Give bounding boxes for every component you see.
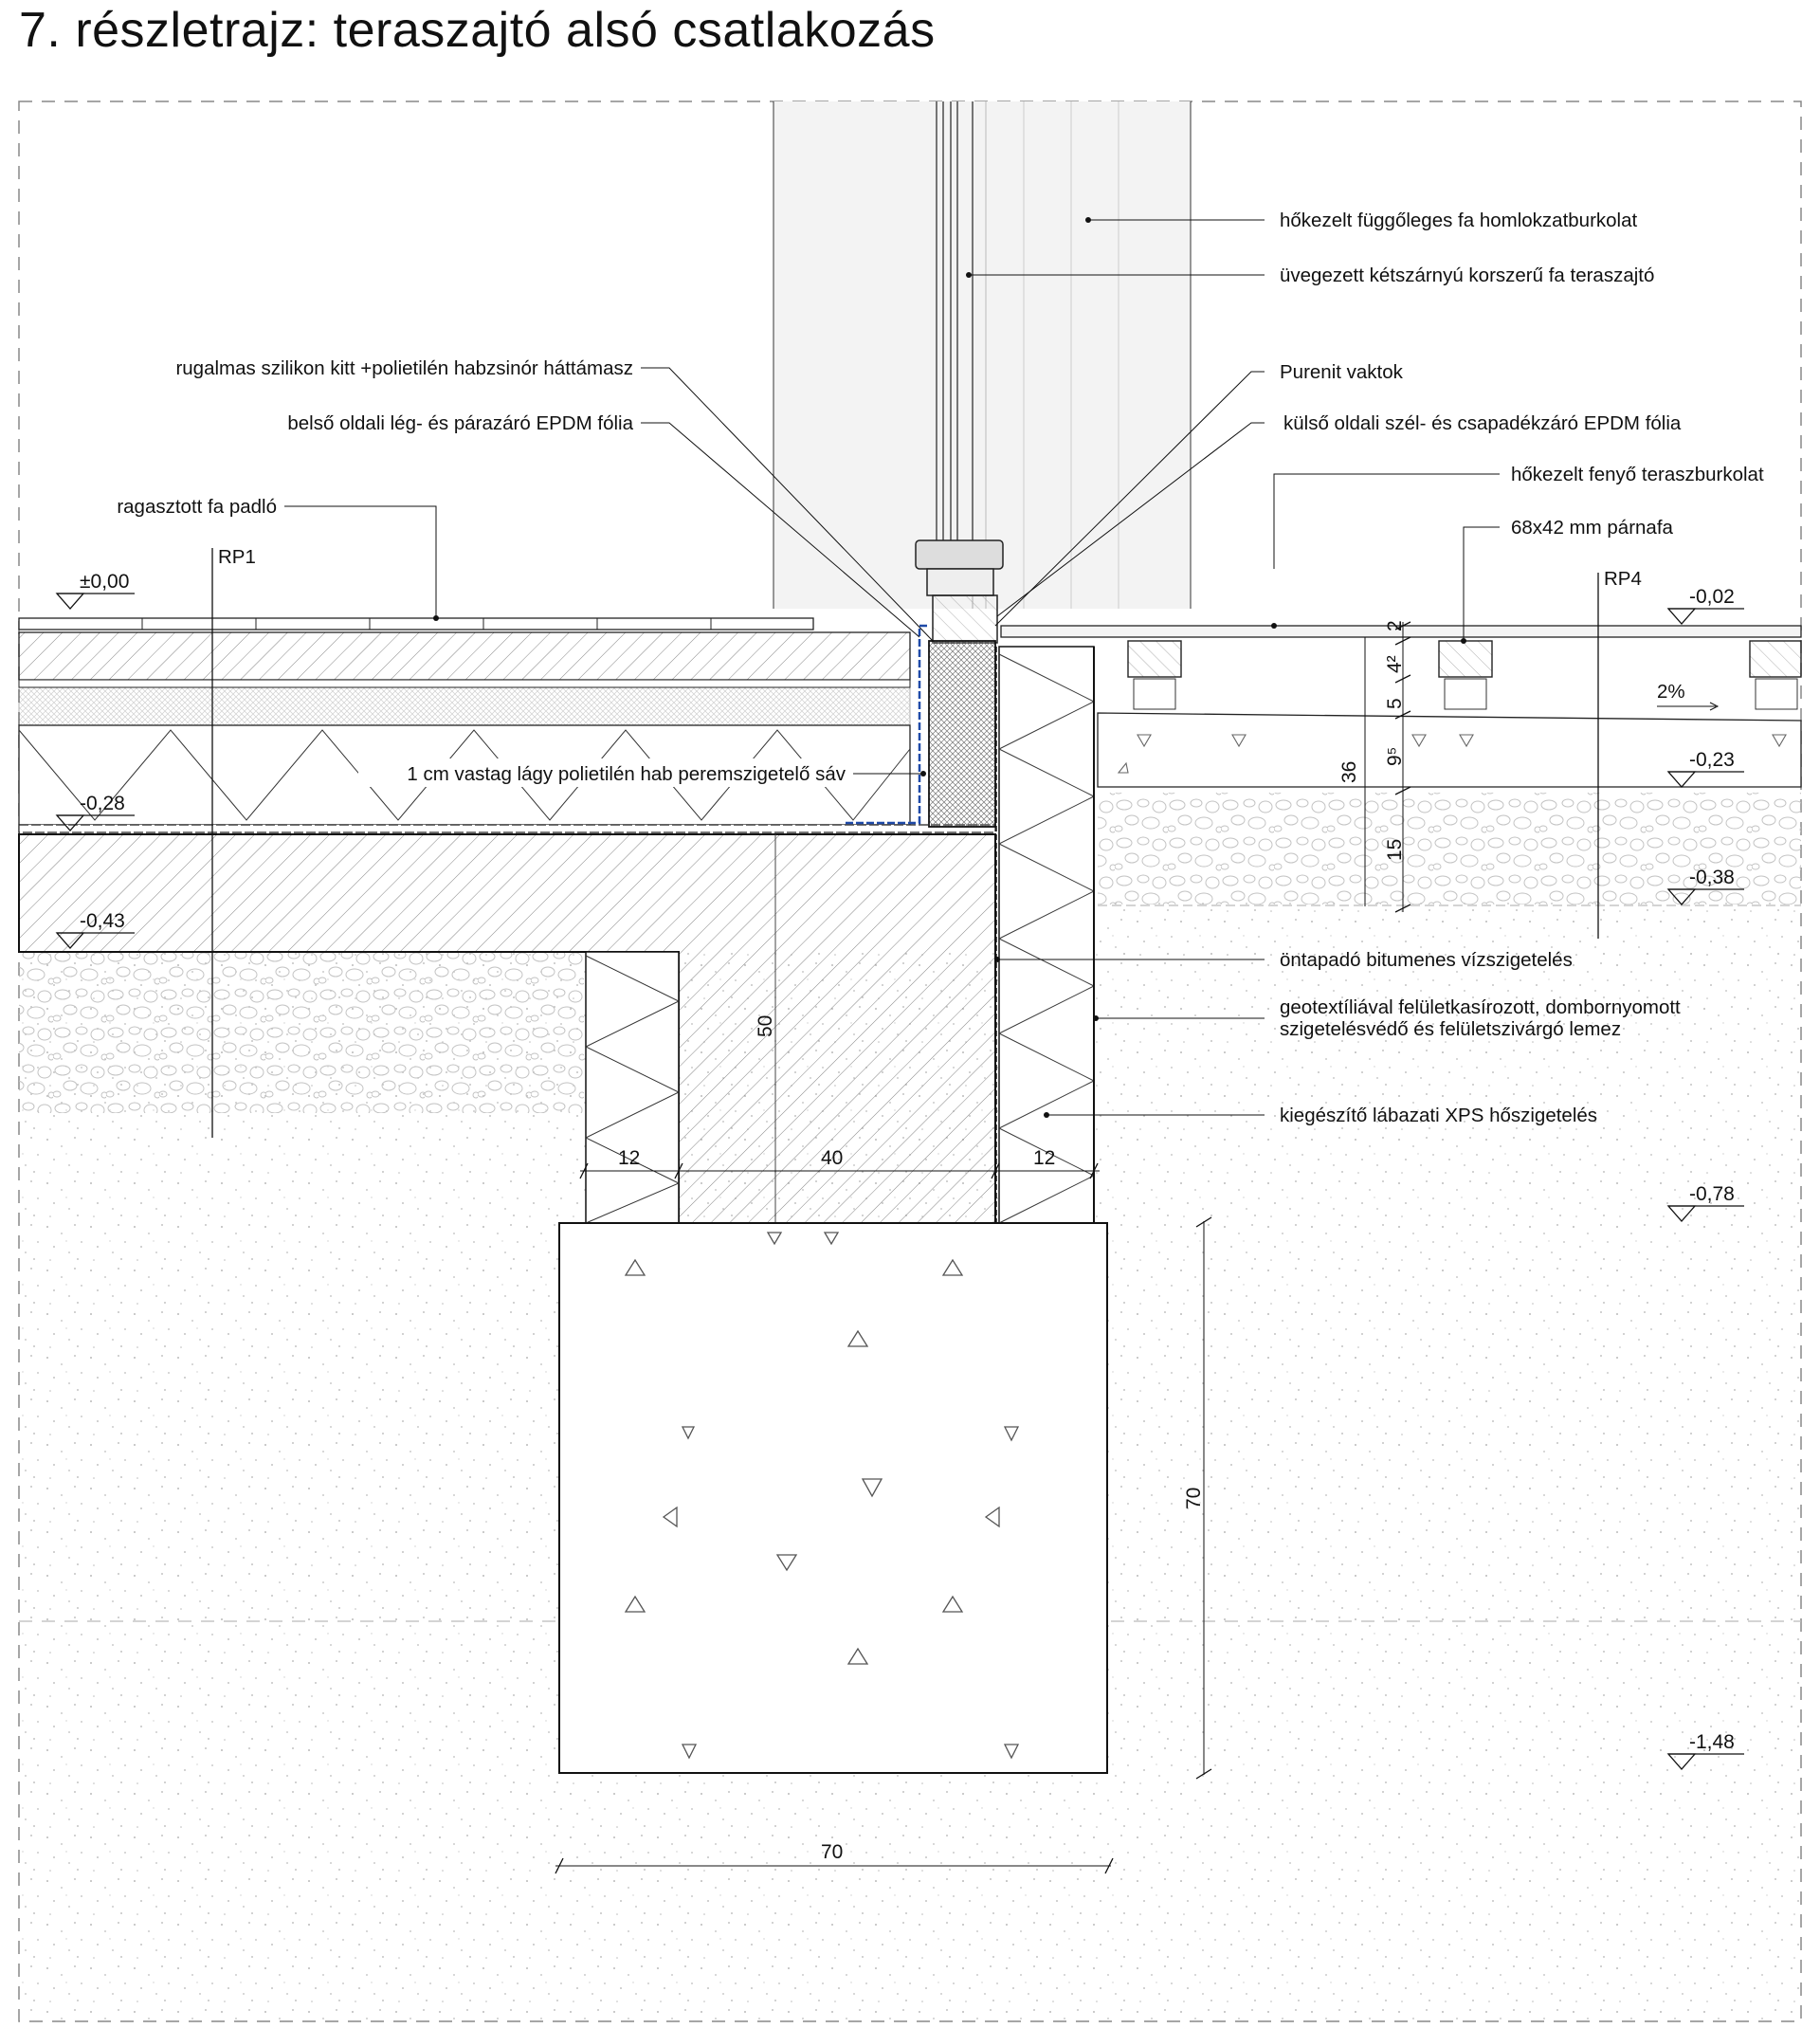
screed: [19, 632, 910, 680]
dim-40: 40: [821, 1147, 844, 1169]
label-purenit: Purenit vaktok: [1280, 361, 1403, 383]
level-038: -0,38: [1689, 867, 1735, 888]
label-geotextile-1: geotextíliával felületkasírozott, dombornyomott: [1280, 996, 1681, 1018]
dim-2: 2: [1384, 620, 1406, 631]
strip-foundation: [559, 1223, 1107, 1773]
dim-70-width: 70: [821, 1841, 844, 1863]
level-148: -1,48: [1689, 1731, 1735, 1753]
dim-4: 4²: [1384, 655, 1406, 673]
level-028: -0,28: [80, 793, 125, 814]
label-terrace-cladding: hőkezelt fenyő teraszburkolat: [1511, 464, 1764, 485]
slope-label: 2%: [1657, 681, 1685, 703]
drawing-title: 7. részletrajz: teraszajtó alsó csatlakozás: [19, 3, 936, 58]
level-078: -0,78: [1689, 1183, 1735, 1205]
separation-foil: [19, 680, 910, 687]
dim-5: 5: [1384, 698, 1406, 709]
label-door: üvegezett kétszárnyú korszerű fa teraszajtó: [1280, 265, 1655, 286]
level-000: ±0,00: [80, 571, 130, 593]
label-facade: hőkezelt függőleges fa homlokzatburkolat: [1280, 210, 1638, 231]
label-xps: kiegészítő lábazati XPS hőszigetelés: [1280, 1105, 1598, 1126]
level-002: -0,02: [1689, 586, 1735, 608]
label-floor: ragasztott fa padló: [117, 496, 277, 518]
dim-9: 9⁵: [1384, 746, 1406, 766]
step-sound-insulation: [19, 687, 910, 725]
gravel-left: [19, 952, 584, 1113]
dim-70-height: 70: [1183, 1487, 1205, 1509]
level-043: -0,43: [80, 910, 125, 932]
label-silicone: rugalmas szilikon kitt +polietilén habzsinór háttámasz: [175, 357, 633, 379]
label-epdm-outer: külső oldali szél- és csapadékzáró EPDM fólia: [1283, 412, 1682, 434]
xps-inner: [586, 952, 679, 1223]
dim-50: 50: [755, 1014, 776, 1037]
label-geotextile-2: szigetelésvédő és felületszivárgó lemez: [1280, 1018, 1622, 1040]
label-bitumen: öntapadó bitumenes vízszigetelés: [1280, 949, 1573, 971]
dim-36: 36: [1338, 760, 1360, 783]
label-pe-strip: 1 cm vastag lágy polietilén hab peremszigetelő sáv: [407, 763, 846, 785]
level-023: -0,23: [1689, 749, 1735, 771]
purenit-block: [929, 641, 995, 827]
wood-floor: [19, 618, 813, 630]
facade-cladding: [774, 101, 1191, 609]
rp4-label: RP4: [1604, 568, 1642, 590]
waterproof-membrane: [19, 825, 995, 832]
joists: [1128, 641, 1801, 709]
door-sill-profile: [916, 540, 1003, 643]
rp1-label: RP1: [218, 546, 256, 568]
label-joist: 68x42 mm párnafa: [1511, 517, 1673, 539]
xps-outer: [999, 647, 1094, 1223]
dim-12-inner: 12: [618, 1147, 641, 1169]
dim-12-outer: 12: [1033, 1147, 1056, 1169]
label-epdm-inner: belső oldali lég- és párazáró EPDM fólia: [287, 412, 633, 434]
dim-15: 15: [1384, 838, 1406, 861]
